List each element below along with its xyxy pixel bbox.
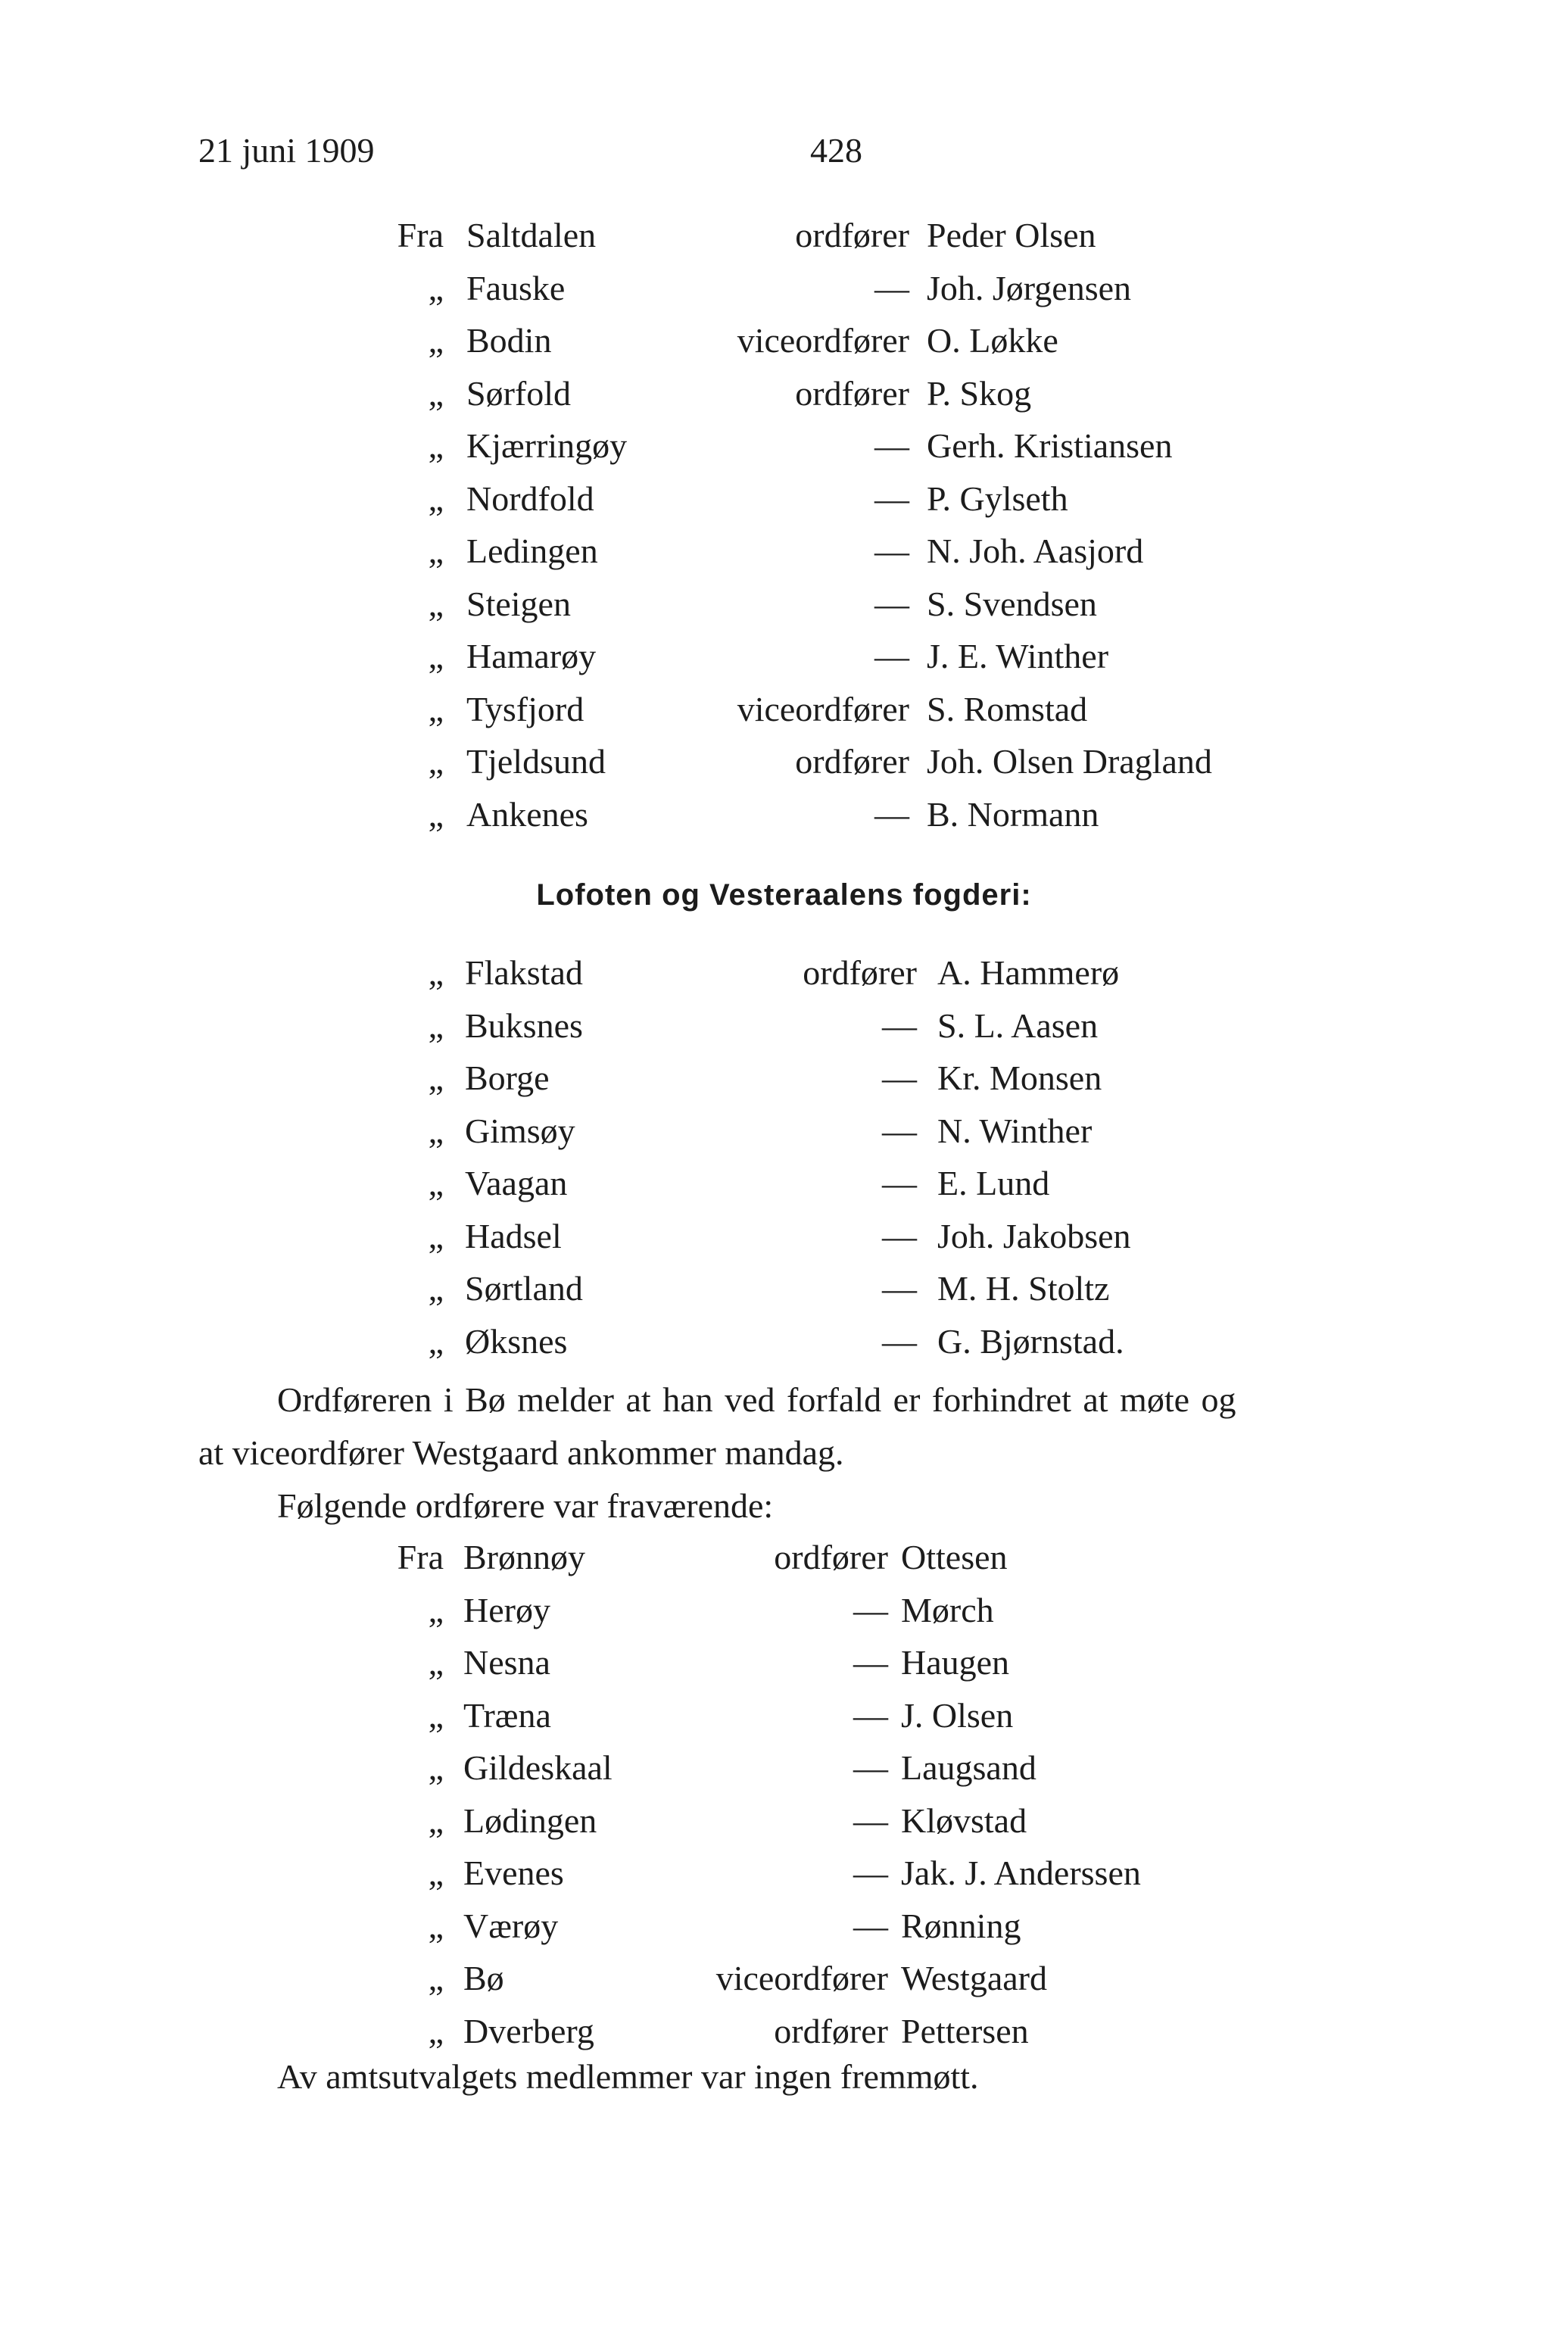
- entry-title: —: [882, 1006, 917, 1045]
- entry-title: —: [853, 1801, 888, 1840]
- entry-title: —: [853, 1643, 888, 1682]
- entry-title: ordfører: [774, 1538, 888, 1576]
- entry-place: Ledingen: [466, 532, 598, 570]
- entry-name: S. Svendsen: [927, 584, 1097, 623]
- entry-name: P. Skog: [927, 373, 1032, 413]
- entry-name: B. Normann: [927, 794, 1099, 834]
- paragraph-line: Følgende ordførere var fraværende:: [277, 1486, 774, 1525]
- list-item: [0, 1695, 1568, 1744]
- entry-prefix: „: [428, 742, 444, 781]
- entry-prefix: „: [428, 584, 444, 623]
- list-item: [0, 584, 1568, 632]
- entry-prefix: „: [428, 1643, 444, 1682]
- entry-name: N. Joh. Aasjord: [927, 532, 1144, 570]
- entry-place: Hamarøy: [466, 637, 597, 675]
- entry-title: —: [882, 1111, 917, 1150]
- closing-line: Av amtsutvalgets medlemmer var ingen fremmøtt.: [277, 2057, 979, 2096]
- entry-title: —: [882, 1059, 917, 1097]
- entry-name: P. Gylseth: [927, 479, 1068, 518]
- list-item: [0, 1271, 1568, 1317]
- entry-place: Herøy: [463, 1590, 550, 1629]
- entry-prefix: „: [428, 321, 444, 360]
- entry-title: —: [853, 1748, 888, 1787]
- entry-name: Joh. Olsen Dragland: [927, 742, 1212, 781]
- entry-place: Gimsøy: [465, 1111, 575, 1150]
- paragraph-line: at viceordfører Westgaard ankommer mandag.: [198, 1433, 844, 1472]
- list-item: [0, 1166, 1568, 1211]
- entry-place: Værøy: [463, 1906, 559, 1945]
- entry-name: A. Hammerø: [937, 953, 1120, 992]
- section-heading: Lofoten og Vesteraalens fogderi:: [536, 878, 1032, 912]
- list-item: [0, 1645, 1568, 1691]
- entry-title: —: [874, 532, 909, 570]
- entry-prefix: Fra: [397, 1538, 444, 1576]
- entry-place: Hadsel: [465, 1216, 562, 1255]
- entry-prefix: „: [428, 1906, 444, 1945]
- entry-name: J. E. Winther: [927, 637, 1109, 675]
- entry-name: Jak. J. Anderssen: [901, 1854, 1141, 1892]
- entry-title: —: [874, 479, 909, 518]
- entry-name: Peder Olsen: [927, 216, 1096, 254]
- entry-name: N. Winther: [937, 1111, 1093, 1150]
- entry-title: —: [882, 1269, 917, 1308]
- entry-name: E. Lund: [937, 1164, 1050, 1202]
- list-item: [0, 794, 1568, 843]
- entry-title: —: [874, 426, 909, 465]
- entry-prefix: „: [428, 1590, 444, 1629]
- entry-prefix: „: [428, 1216, 444, 1255]
- entry-name: Haugen: [901, 1643, 1010, 1682]
- entry-prefix: „: [428, 426, 444, 465]
- entry-prefix: „: [428, 1164, 444, 1202]
- list-item: [0, 218, 1568, 263]
- list-item: [0, 373, 1568, 422]
- entry-title: —: [853, 1854, 888, 1892]
- list-item: [0, 1216, 1568, 1264]
- entry-title: —: [882, 1216, 917, 1255]
- entry-prefix: „: [428, 479, 444, 518]
- entry-title: ordfører: [795, 373, 909, 413]
- entry-title: —: [853, 1590, 888, 1629]
- entry-place: Lødingen: [463, 1801, 597, 1840]
- entry-place: Borge: [465, 1059, 550, 1097]
- entry-place: Bø: [463, 1959, 504, 1997]
- entry-place: Bodin: [466, 321, 552, 360]
- list-item: [0, 268, 1568, 316]
- entry-place: Flakstad: [465, 953, 583, 992]
- page-date: 21 juni 1909: [198, 131, 375, 170]
- entry-prefix: „: [428, 373, 444, 413]
- entry-title: —: [874, 794, 909, 834]
- list-item: [0, 1061, 1568, 1106]
- entry-title: ordfører: [803, 953, 917, 992]
- entry-prefix: „: [428, 1801, 444, 1840]
- list-item: [0, 1856, 1568, 1901]
- entry-prefix: „: [428, 1854, 444, 1892]
- entry-name: S. L. Aasen: [937, 1006, 1099, 1045]
- entry-title: viceordfører: [715, 1959, 888, 1997]
- entry-place: Fauske: [466, 268, 566, 307]
- list-item: [0, 1111, 1568, 1159]
- entry-name: Joh. Jørgensen: [927, 268, 1132, 307]
- entry-prefix: „: [428, 637, 444, 675]
- entry-prefix: „: [428, 1959, 444, 1997]
- entry-prefix: „: [428, 268, 444, 307]
- list-item: [0, 953, 1568, 1001]
- entry-name: Kr. Monsen: [937, 1059, 1102, 1097]
- entry-place: Gildeskaal: [463, 1748, 613, 1787]
- list-item: [0, 744, 1568, 790]
- entry-place: Tjeldsund: [466, 742, 606, 781]
- list-item: [0, 1961, 1568, 2006]
- list-item: [0, 1006, 1568, 1054]
- entry-title: —: [874, 584, 909, 623]
- entry-name: S. Romstad: [927, 689, 1088, 728]
- entry-prefix: „: [428, 2011, 444, 2050]
- list-item: [0, 1748, 1568, 1796]
- entry-place: Nordfold: [466, 479, 594, 518]
- entry-title: —: [874, 268, 909, 307]
- entry-place: Steigen: [466, 584, 571, 623]
- list-item: [0, 639, 1568, 684]
- entry-name: Pettersen: [901, 2011, 1029, 2050]
- entry-name: Rønning: [901, 1906, 1021, 1945]
- entry-place: Ankenes: [466, 794, 588, 834]
- entry-place: Vaagan: [465, 1164, 568, 1202]
- entry-title: ordfører: [795, 742, 909, 781]
- entry-prefix: „: [428, 953, 444, 992]
- entry-name: Joh. Jakobsen: [937, 1216, 1131, 1255]
- entry-title: viceordfører: [737, 689, 909, 728]
- entry-place: Brønnøy: [463, 1538, 585, 1576]
- entry-name: G. Bjørnstad.: [937, 1321, 1124, 1361]
- entry-name: Westgaard: [901, 1959, 1047, 1997]
- entry-prefix: „: [428, 1269, 444, 1308]
- entry-name: M. H. Stoltz: [937, 1269, 1110, 1308]
- list-item: [0, 479, 1568, 527]
- entry-prefix: „: [428, 1321, 444, 1361]
- list-item: [0, 323, 1568, 369]
- entry-name: Ottesen: [901, 1538, 1008, 1576]
- entry-prefix: „: [428, 1059, 444, 1097]
- entry-place: Sørfold: [466, 373, 571, 413]
- entry-name: Laugsand: [901, 1748, 1037, 1787]
- entry-place: Kjærringøy: [466, 426, 628, 465]
- entry-prefix: „: [428, 794, 444, 834]
- list-item: [0, 1801, 1568, 1849]
- list-item: [0, 426, 1568, 474]
- list-item: [0, 1590, 1568, 1638]
- entry-title: —: [882, 1164, 917, 1202]
- entry-name: O. Løkke: [927, 321, 1058, 360]
- entry-name: Gerh. Kristiansen: [927, 426, 1173, 465]
- entry-name: Mørch: [901, 1590, 994, 1629]
- entry-prefix: „: [428, 1006, 444, 1045]
- entry-prefix: „: [428, 1748, 444, 1787]
- entry-place: Saltdalen: [466, 216, 597, 254]
- entry-title: —: [882, 1321, 917, 1361]
- entry-title: —: [853, 1906, 888, 1945]
- list-item: [0, 1321, 1568, 1370]
- entry-place: Tysfjord: [466, 689, 584, 728]
- entry-title: viceordfører: [737, 321, 909, 360]
- entry-place: Sørtland: [465, 1269, 583, 1308]
- entry-title: ordfører: [774, 2011, 888, 2050]
- entry-prefix: „: [428, 532, 444, 570]
- entry-prefix: „: [428, 1111, 444, 1150]
- entry-place: Træna: [463, 1695, 551, 1735]
- entry-title: —: [874, 637, 909, 675]
- list-item: [0, 2011, 1568, 2059]
- list-item: [0, 689, 1568, 737]
- entry-place: Evenes: [463, 1854, 564, 1892]
- entry-prefix: „: [428, 1695, 444, 1735]
- entry-place: Nesna: [463, 1643, 550, 1682]
- list-item: [0, 534, 1568, 579]
- paragraph-line: Ordføreren i Bø melder at han ved forfald er forhindret at møte og: [277, 1380, 1236, 1419]
- entry-place: Dverberg: [463, 2011, 594, 2050]
- entry-title: ordfører: [795, 216, 909, 254]
- entry-prefix: Fra: [397, 216, 444, 254]
- entry-prefix: „: [428, 689, 444, 728]
- entry-name: J. Olsen: [901, 1695, 1014, 1735]
- entry-place: Øksnes: [465, 1321, 568, 1361]
- entry-name: Kløvstad: [901, 1801, 1027, 1840]
- page-number: 428: [810, 131, 862, 170]
- entry-title: —: [853, 1695, 888, 1735]
- entry-place: Buksnes: [465, 1006, 583, 1045]
- list-item: [0, 1906, 1568, 1954]
- list-item: [0, 1540, 1568, 1585]
